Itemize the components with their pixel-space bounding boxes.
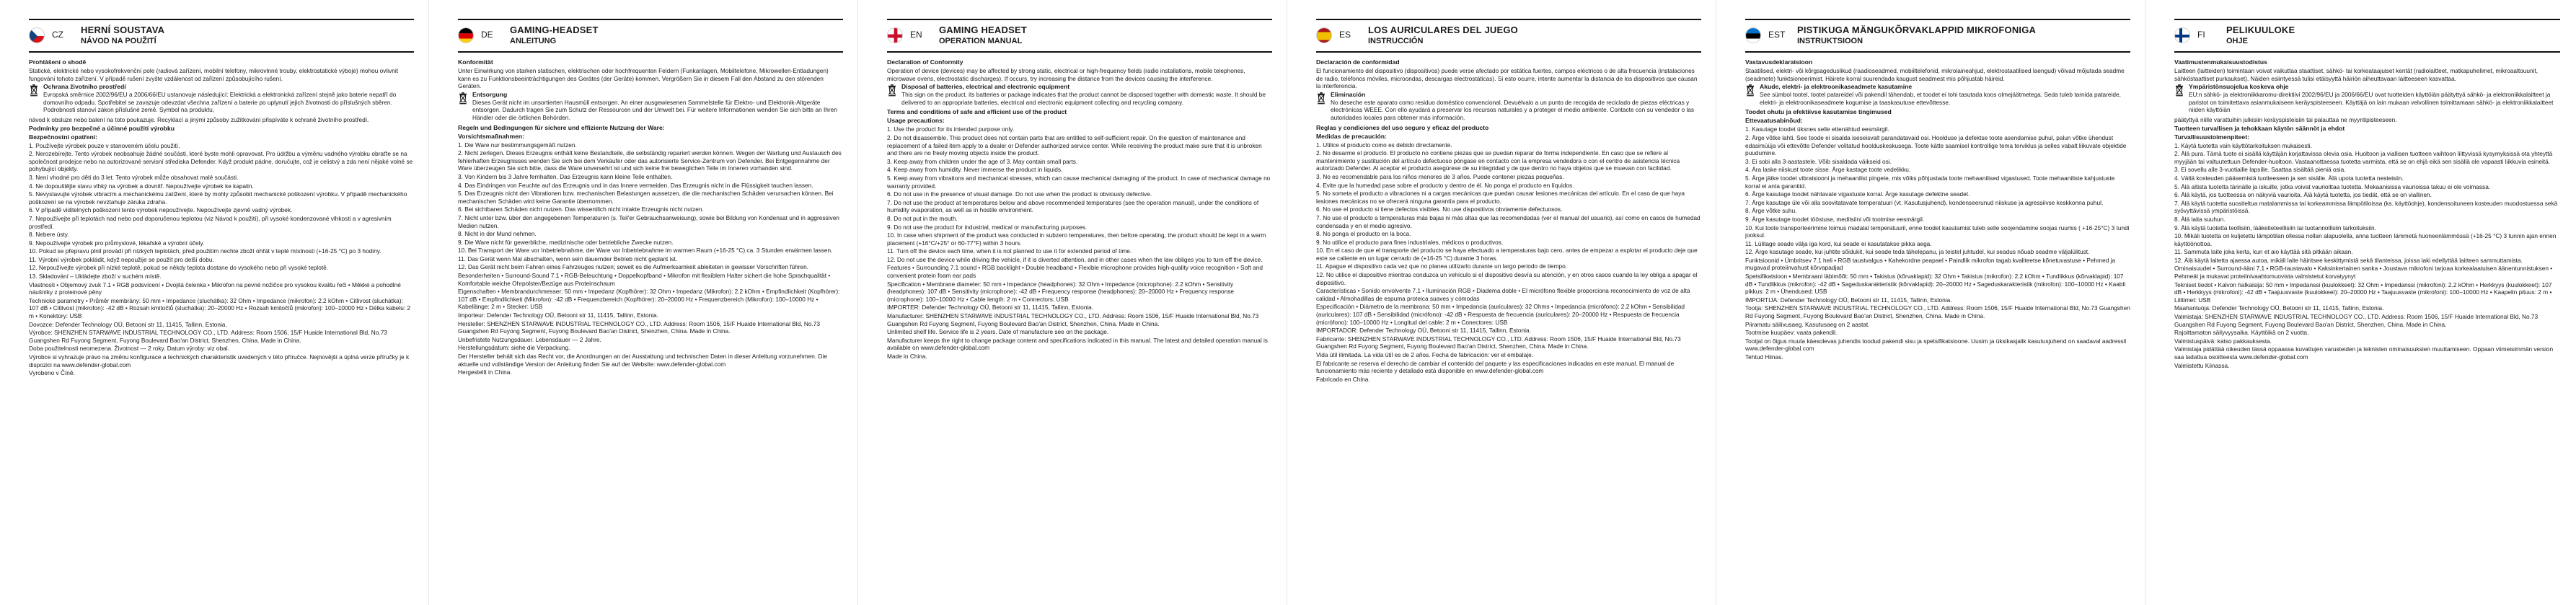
paragraph: Piiramatu säilivusaeg. Kasutusaeg on 2 aastat.: [1745, 320, 1870, 328]
section-heading: Bezpečnostní opatření:: [29, 133, 98, 141]
section-heading: Tuotteen turvallisen ja tehokkaan käytön säännöt ja ehdot: [2174, 124, 2345, 132]
manual-body: [29, 58, 414, 377]
paragraph: El funcionamiento del dispositivo (dispositivos) puede verse afectado por estática fuertes, campos eléctricos o de alta frecuencia (instalaciones de radio, teléfonos móviles, microondas, descargas electrostáticas). Si esto ocurre, intente aumentar la distancia de los dispositivos que causan la interferencia.: [1316, 67, 1698, 90]
product-title: GAMING HEADSET: [939, 25, 1027, 35]
paragraph: 2. Do not disassemble. This product does not contain parts that are entitled to self-sufficient repair. On the question of maintenance and replacement of a failed item apply to a dealer or Defender authorized service center. While receiving the product make sure that it is unbroken and there are no freely moving objects inside the product.: [887, 133, 1262, 157]
product-title: HERNÍ SOUSTAVA: [81, 25, 165, 35]
manual-body: [2174, 58, 2560, 369]
paragraph: 10. Kui toote transporteerimine toimus madalal temperatuuril, enne toodet kasutamist tuleb selle soojendamine soojas ruumis ( +16-25°C) 3 tundi jooksul.: [1745, 224, 2130, 239]
flag-icon: [1316, 27, 1332, 43]
paragraph: Features • Surrounding 7.1 sound • RGB backlight • Double headband • Flexible microphone provides high-quality voice recognition • Soft and convenient protein foam ear pads: [887, 264, 1263, 280]
language-code: DE: [481, 30, 493, 40]
paragraph: 2. No desarme el producto. El producto no contiene piezas que se puedan reparar de forma independiente. En caso que se refiere al mantenimiento y sustitución del artículo defectuoso póngase en contacto con la empresa vendedora o con el centro de asistencia técnica autorizado Defender. Al aceptar el producto asegúrese de su integridad y de que dentro no haya objetos que se muevan con facilidad.: [1316, 149, 1680, 172]
paragraph: 9. Do not use the product for industrial, medical or manufacturing purposes.: [887, 223, 1088, 231]
paragraph: 1. Die Ware nur bestimmungsgemäß nutzen.: [458, 141, 577, 149]
paragraph: Hersteller: SHENZHEN STARWAVE INDUSTRIAL TECHNOLOGY CO., LTD. Address: Room 1506, 15/F Huaide International Bld, No.73 Guangshen Rd Fuyong Segment, Fuyong Boulevard Bao'an District, Shenzhen, China. Made in China.: [458, 319, 820, 335]
paragraph: 11. Apague el dispositivo cada vez que no planea utilizarlo durante un largo periodo de tiempo.: [1316, 262, 1568, 270]
paragraph: Dovozce: Defender Technology OÜ, Betooni str 11, 11415, Tallinn, Estonia.: [29, 320, 227, 328]
paragraph: Especificación • Diámetro de la membrana: 50 mm • Impedancia (auriculares): 32 Ohms • Impedancia (micrófono): 2.2 kOhm • Sensibilidad (auriculares): 107 dB • Sensibilidad (micrófono): -42 dB • Respuesta de frecuencia (auriculares): 20–20000 Hz • Respuesta de frecuencia (micrófono): 100–10000 Hz • Longitud del cable: 2 m • Conectores: USB: [1316, 303, 1685, 326]
disposal-notice: [1316, 91, 1701, 123]
paragraph: El fabricante se reserva el derecho de cambiar el contenido del paquete y las especificaciones indicadas en este manual. El manual de funcionamiento más reciente y detallado está disponible en www.defender-global.com: [1316, 359, 1675, 375]
paragraph: Tootmise kuupäev: vaata pakendil.: [1745, 329, 1838, 337]
section-heading: Terms and conditions of safe and efficient use of the product: [887, 108, 1067, 116]
language-column-cz: [0, 0, 429, 605]
manual-subtitle: ANLEITUNG: [510, 37, 557, 45]
paragraph: 4. Evite que la humedad pase sobre el producto y dentro de él. No ponga el producto en líquidos.: [1316, 181, 1574, 189]
paragraph: 7. No use el producto a temperaturas más bajas ni más altas que las recomendadas (ver el manual del usuario), así como en casos de humedad condensada y en el medio agresivo.: [1316, 213, 1701, 229]
paragraph: 12. Das Gerät nicht beim Fahren eines Fahrzeuges nutzen; soweit es die Aufmerksamkeit ableiteten in gewisser Vorschriften führen.: [458, 263, 809, 271]
paragraph: Valmistaja pidättää oikeuden tässä oppaassa kuvattujen varusteiden ja teknisten ominaisuuksien muuttamiseen. Oppaan viimeisimmän version saa ladattua osoitteesta www.defender-global.com: [2174, 345, 2554, 361]
disposal-text: [1331, 91, 1701, 123]
manual-body: [887, 58, 1272, 361]
paragraph: 2. Nicht zerlegen. Dieses Erzeugnis enthält keine Bestandteile, die selbständig repariert werden können. Wegen der Wartung und Austausch des fehlerhaften Erzeugnisses wenden Sie sich bei dem Verkäufer oder das autorisierte Service-Zentrum von Defender. Bei Entgegennahme der Ware überzeugen Sie sich bitte, dass die Ware unversehrt ist und sich keine frei beweglichen Teile im Inneren vorhanden sind.: [458, 149, 842, 172]
paragraph: Vlastnosti • Objemový zvuk 7.1 • RGB podsvícení • Dvojitá čelenka • Mikrofon na pevné nožičce pro vysokou kvalitu řeči • Měkké a pohodlné náušníky z proteinové pěny: [29, 281, 401, 296]
disposal-paragraph: See sümbol tootel, tootel patareidel või pakendil tähendab, et toodet ei tohi tasutada koos olmejäätmetega. Seda tuleb tarnida patareide, elektri- ja elektroonikaseadmete kogumise ja taaskasutuse ettevõttesse.: [1760, 91, 2121, 106]
paragraph: 11. Das Gerät wenn Mal abschalten, wenn sein dauernder Betrieb nicht geplant ist.: [458, 255, 678, 262]
section-heading: Usage precautions:: [887, 117, 945, 125]
paragraph: Rajoittamaton säilyvyysaika. Käyttöikä on 2 vuotta.: [2174, 329, 2309, 337]
section-heading: Ettevaatusabinõud:: [1745, 117, 1803, 125]
paragraph: IMPORTIJA: Defender Technology OÜ, Betooni str 11, 11415, Tallinn, Estonia.: [1745, 296, 1952, 304]
paragraph: 8. Do not put in the mouth.: [887, 214, 958, 222]
paragraph: Hergestellt in China.: [458, 368, 512, 376]
paragraph: 3. Von Kindern bis 3 Jahre fernhalten. Das Erzeugnis kann kleine Teile enthalten.: [458, 172, 673, 180]
paragraph: Výrobce si vyhrazuje právo na změnu konfigurace a technických charakteristik uvedených v této příručce. Nejnovější a úplná verze příručky je k dispozici na www.defender-global.com: [29, 353, 410, 368]
product-title: LOS AURICULARES DEL JUEGO: [1368, 25, 1518, 35]
paragraph: Fabricado en China.: [1316, 375, 1370, 383]
language-code: FI: [2197, 30, 2205, 40]
paragraph: Made in China.: [887, 353, 927, 360]
paragraph: 3. Ei sovellu alle 3-vuotiaille lapsille. Saattaa sisältää pieniä osia.: [2174, 166, 2346, 174]
manual-subtitle: INSTRUCCIÓN: [1368, 37, 1424, 45]
disposal-notice: [2174, 83, 2560, 115]
paragraph: 6. Bei sichtbaren Schäden nicht nutzen. Das wissentlich nicht intakte Erzeugnis nicht nutzen.: [458, 206, 704, 213]
flag-icon: [887, 27, 903, 43]
paragraph: 9. Älä käytä tuotetta teollisiin, lääketieteellisiin tai tuotannollisiin tarkoituksiin.: [2174, 224, 2376, 231]
paragraph: IMPORTADOR: Defender Technology OÜ, Betooni str 11, 11415, Tallinn, Estonia.: [1316, 327, 1531, 335]
paragraph: 8. Ärge võtke suhu.: [1745, 207, 1797, 215]
disposal-heading: Ochrana životního prostředí: [43, 83, 126, 91]
paragraph: 7. Ärge kasutage üle või alla soovitatavate temperatuuri (vt. Kasutusjuhend), kondenseerunud niiskuse ja agressiivse keskkonna puhul.: [1745, 198, 2104, 206]
paragraph: 1. Kasutage toodet üksnes selle ettenähtud eesmärgil.: [1745, 125, 1889, 133]
manual-body: [1745, 58, 2130, 361]
column-header: [29, 19, 414, 53]
paragraph: 5. Nevystavujte výrobek vibracím a mechanickému zatížení, které by mohly způsobit mechanické poškození výrobku. V případě mechanického poškození se na výrobek nevztahuje záruka zdraha.: [29, 190, 407, 206]
manual-subtitle: NÁVOD NA POUŽITÍ: [81, 37, 156, 45]
manual-subtitle: OHJE: [2226, 37, 2248, 45]
manual-body: [458, 58, 843, 376]
paragraph: Statické, elektrické nebo vysokofrekvenční pole (radiová zařízení, mobilní telefony, mikrovlnné trouby, elektrostatické výboje) mohou ovlivnit fungování tohoto zařízení. V případě rušení zvyšte vzdálenost od zařízení způsobujícího rušení.: [29, 67, 399, 82]
paragraph: 7. Nicht unter bzw. über den angegebenen Temperaturen (s. Teil'er Gebrauchsanweisung), sowie bei Bildung von Kondensat und in aggressiven Medien nutzen.: [458, 213, 839, 229]
paragraph: Technické parametry • Průměr membrány: 50 mm • Impedance (sluchátka): 32 Ohm • Impedance (mikrofon): 2.2 kOhm • Citlivost (sluchátka): 107 dB • Citlivost (mikrofon): -42 dB • Rozsah kmitočtů (sluchátka): 20–20000 Hz • Rozsah kmitočtů (mikrofon): 100–10000 Hz • Délka kabelu: 2 m • Konektory: USB: [29, 296, 411, 320]
disposal-text: [1760, 83, 2130, 107]
paragraph: návod k obsluze nebo balení na toto poukazuje. Recyklací a jinými způsoby zužitkování přispíváte k ochraně životního prostředí.: [29, 115, 369, 123]
paragraph: Výrobce: SHENZHEN STARWAVE INDUSTRIAL TECHNOLOGY CO., LTD. Address: Room 1506, 15/F Huaide International Bld, No.73 Guangshen Rd Fuyong Segment, Fuyong Boulevard Bao'an District, Shenzhen, China. Made in China.: [29, 329, 387, 344]
section-heading: Regeln und Bedingungen für sichere und effiziente Nutzung der Ware:: [458, 123, 665, 131]
section-heading: Konformität: [458, 58, 493, 66]
disposal-paragraph: EU:n sähkö- ja elektroniikkaromu-direktiivi 2002/96/EU ja 2006/66/EU ovat tuotteiden käyttöiän päätyttyä sähkö- ja elektroniikkalaitteet ja paristot on toimitettava asianmukaiseen keräyspisteeseen. Käyttäjä on lain mukaan velvollinen toimittamaan sähkö- ja elektroniikkalaitteet niiden käyttöiän: [2189, 91, 2554, 114]
language-column-fi: [2145, 0, 2575, 605]
paragraph: 1. Use the product for its intended purpose only.: [887, 125, 1015, 133]
title-group: [510, 25, 599, 45]
paragraph: 1. Utilice el producto como es debido directamente.: [1316, 141, 1452, 149]
crossed-bin-icon: [1745, 84, 1755, 97]
paragraph: Valmistuspäivä: katso pakkauksesta.: [2174, 337, 2272, 345]
title-group: [81, 25, 164, 45]
paragraph: 12. Nepoužívejte výrobek při nízké teplotě, pokud se někdy teplota dostane do vysokého nebo při vysoké teplotě.: [29, 264, 329, 272]
manual-subtitle: INSTRUKTSIOON: [1797, 37, 1863, 45]
crossed-bin-icon: [1316, 92, 1326, 105]
paragraph: 9. Die Ware nicht für gewerbliche, medizinische oder betriebliche Zwecke nutzen.: [458, 238, 674, 246]
paragraph: 5. Älä altista tuotetta tärinälle ja iskuille, jotka voivat vaurioittaa tuotetta. Mekaanisissa vaurioissa takuu ei ole voimassa.: [2174, 182, 2491, 190]
paragraph: 7. Do not use the product at temperatures below and above recommended temperatures (see the operation manual), under the conditions of humidity evaporation, as well as in hostile environment.: [887, 198, 1259, 214]
section-heading: Declaration of Conformity: [887, 58, 963, 66]
paragraph: 4. Ne dopouštějte stavu vlhký na výrobek a dovnitř. Nepoužívejte výrobek ke kapalin.: [29, 182, 254, 190]
paragraph: 6. Do not use in the presence of visual damage. Do not use when the product is obviously defective.: [887, 190, 1152, 198]
language-code: CZ: [52, 30, 63, 40]
paragraph: 10. Bei Transport der Ware vor Inbetriebnahme, der Ware vor Inbetriebnahme im warmen Raum (+16-25 °C) ca. 3 Stunden erwärmen lassen.: [458, 247, 833, 255]
paragraph: 5. Ärge jätke toodet vibratsiooni ja mehaanilist pingete, mis võiks põhjustada toote mehaanilised vigastused. Toote mehaaniliste kahjustuste korral ei anta garantiid.: [1745, 174, 2115, 190]
flag-icon: [29, 27, 45, 43]
paragraph: 8. Nicht in der Mund nehmen.: [458, 230, 537, 238]
paragraph: Fabricante: SHENZHEN STARWAVE INDUSTRIAL TECHNOLOGY CO., LTD. Address: Room 1506, 15/F Huaide International Bld, No.73 Guangshen Rd Fuyong Segment, Fuyong Boulevard Bao'an District, Shenzhen, China. Made in China.: [1316, 335, 1681, 350]
flag-icon: [2174, 27, 2190, 43]
paragraph: 12. No utilice el dispositivo mientras conduzca un vehículo si el dispositivo desvía su atención, y en otros casos cuando la ley obliga a apagar el dispositivo.: [1316, 271, 1698, 286]
paragraph: Valmistaja: SHENZHEN STARWAVE INDUSTRIAL TECHNOLOGY CO., LTD. Address: Room 1506, 15/F Huaide International Bld, No.73 Guangshen Rd Fuyong Segment, Fuyong Boulevard Bao'an District, Shenzhen, China. Made in China.: [2174, 313, 2538, 328]
disposal-notice: [29, 83, 414, 115]
paragraph: 6. V případě viditelných poškození tento výrobek nepoužívejte. Nepoužívejte zjevně vadný výrobek.: [29, 206, 293, 214]
paragraph: 4. Das Eindringen von Feuchte auf das Erzeugnis und in das Innere vermeiden. Das Erzeugnis nicht in die Flüssigkeit tauchen lassen.: [458, 181, 813, 189]
product-title: PISTIKUGA MÄNGUKÕRVAKLAPPID MIKROFONIGA: [1797, 25, 2037, 35]
crossed-bin-icon: [887, 84, 897, 97]
section-heading: Vastavusdeklaratsioon: [1745, 58, 1813, 66]
paragraph: 4. Keep away from humidity. Never immerse the product in liquids.: [887, 166, 1063, 174]
paragraph: 8. Älä laita suuhun.: [2174, 215, 2226, 223]
column-header: [1745, 19, 2130, 53]
paragraph: Unlimited shelf life. Service life is 2 years. Date of manufacture see on the package.: [887, 328, 1109, 336]
column-header: [458, 19, 843, 53]
paragraph: 3. Keep away from children under the age of 3. May contain small parts.: [887, 157, 1078, 165]
paragraph: Características • Sonido envolvente 7.1 • Iluminación RGB • Diadema doble • El micrófono flexible proporciona reconocimiento de voz de alta calidad • Almohadillas de espuma proteica suaves y cómodas: [1316, 287, 1690, 302]
paragraph: Funktsioonid • Ümbritsev 7.1 heli • RGB taustvalgus • Kahekordne peapael • Paindlik mikrofon tagab kvaliteetse kõnetuvastuse • Pehmed ja mugavad proteiinvahust kõrvapadjad: [1745, 256, 2116, 272]
language-column-es: [1287, 0, 1716, 605]
paragraph: 12. Ärge kasutage seade, kui juhtite sõidukit, kui seade teda tähelepanu, ja teistel juhtudel, kui seadus nõuab seadme väljalülitust.: [1745, 248, 2090, 256]
paragraph: Tootjal on õigus muuta käesolevas juhendis toodud pakendi sisu ja spetsifikatsioone. Uusim ja üksikasjalik kasutusjuhend on saadaval aadressil www.defender-global.com: [1745, 337, 2127, 353]
disposal-heading: Ympäristönsuojelua koskeva ohje: [2189, 83, 2289, 91]
paragraph: 3. Ei sobi alla 3-aastastele. Võib sisaldada väikseid osi.: [1745, 157, 1892, 165]
disposal-notice: [458, 91, 843, 123]
paragraph: 4. Vältä kosteuden pääsemistä tuotteeseen ja sen sisälle. Älä upota tuotetta nesteisiin.: [2174, 174, 2404, 182]
paragraph: IMPORTER: Defender Technology OÜ, Betooni str 11, 11415, Tallinn, Estonia.: [887, 304, 1094, 312]
paragraph: Vyrobeno v Číně.: [29, 369, 75, 377]
paragraph: Manufacturer: SHENZHEN STARWAVE INDUSTRIAL TECHNOLOGY CO., LTD. Address: Room 1506, 15/F Huaide International Bld, No.73 Guangshen Rd Fuyong Segment, Fuyong Boulevard Bao'an District, Shenzhen, China. Made in China.: [887, 312, 1259, 327]
section-heading: Toodet ohutu ja efektiivse kasutamise tingimused: [1745, 108, 1892, 116]
section-heading: Vorsichtsmaßnahmen:: [458, 132, 525, 140]
flag-icon: [458, 27, 474, 43]
disposal-text: [43, 83, 414, 115]
paragraph: 2. Älä pura. Tämä tuote ei sisällä käyttäjän korjattavissa olevia osia. Huoltoon ja viallisen tuotteen vaihtoon liittyvissä kysymyksissä ota yhteyttä myyjään tai valtuutettuun Defender-huoltoon. Vastaanottaessa tuotetta varmista, että se on ehjä eikä sen sisällä ole vapaasti liikkuvia esineitä.: [2174, 150, 2553, 165]
paragraph: 2. Ärge võtke lahti. See toode ei sisalda iseseisvalt parandatavaid osi. Hoolduse ja defektse toote asendamise puhul, palun võtke ühendust edasimüüja või ettevõtte Defender volitatud hoolduskeskusega. Toote kätte saamisel kontrollige tema terviklus ja selles vabalt liikuvate objektide puudumine.: [1745, 133, 2127, 157]
paragraph: Eigenschaften • Membrandurchmesser: 50 mm • Impedanz (Kopfhörer): 32 Ohm • Impedanz (Mikrofon): 2.2 kOhm • Empfindlichkeit (Kopfhörer): 107 dB • Empfindlichkeit (Mikrofon): -42 dB • Frequenzbereich (Kopfhörer): 20–20000 Hz • Frequenzbereich (Mikrofon): 100–10000 Hz • Kabellänge: 2 m • Stecker: USB: [458, 288, 840, 311]
language-code: EST: [1768, 30, 1786, 40]
paragraph: Laitteen (laitteiden) toimintaan voivat vaikuttaa staattiset, sähkö- tai korkeataajuiset kentät (radiolaitteet, matkapuhelimet, mikroaaltouunit, sähköstaattiset purkaukset). Näiden esiintyessä tulisi etäisyyttä häiriön aiheuttavaan laitteeseen kasvattaa.: [2174, 67, 2538, 82]
title-group: [1797, 25, 2036, 45]
paragraph: Doba použitelnosti neomezena. Životnost — 2 roky. Datum výroby: viz obal.: [29, 345, 229, 353]
disposal-paragraph: No deseche este aparato como residuo doméstico convencional. Devuélvalo a un punto de recogida de reciclado de piezas eléctricas y electrónicas WEEE. Con ello ayudará a preservar los recursos naturales y a proteger el medio ambiente. Contacte con su vendedor o las autoridades locales para obtener más información.: [1331, 98, 1695, 121]
title-group: [2226, 25, 2295, 45]
paragraph: 10. In case when shipment of the product was conducted in subzero temperatures, then before operating, the product should be kept in a warm placement (+16°C/+25° or 60-77°F) within 3 hours.: [887, 231, 1266, 247]
paragraph: 5. No someta el producto a vibraciones ni a cargas mecánicas que puedan causar lesiones mecánicas del artículo. En el caso de que haya lesiones mecánicas no se ofrecerá ninguna garantía para el producto.: [1316, 190, 1685, 205]
paragraph: Der Hersteller behält sich das Recht vor, die Anordnungen an der Ausstattung und technischen Daten in dieser Anleitung vorzunehmen. Die aktuelle und vollständige Version der Anleitung finden Sie auf der Website: www.defender-global.com: [458, 353, 827, 368]
paragraph: 12. Do not use the device while driving the vehicle, if it is diverted attention, and in other cases when the law obliges you to turn off the device.: [887, 255, 1263, 263]
disposal-text: [472, 91, 843, 123]
flag-icon: [1745, 27, 1761, 43]
section-heading: Podmínky pro bezpečné a účinné použití výrobku: [29, 124, 175, 132]
disposal-heading: Entsorgung: [472, 90, 508, 98]
disposal-notice: [1745, 83, 2130, 107]
column-header: [1316, 19, 1701, 53]
paragraph: 2. Nerozebírejte. Tento výrobek neobsahuje žádné součásti, které byste mohli opravovat. Pro údržbu a výměnu vadného výrobku obraťte se na společnost prodejce nebo na autorizované servisní střediska Defender. Když produkt pádne, doručujte, což je celistvý a zda není nějaké volné se pohybující objekty.: [29, 150, 413, 173]
paragraph: Importeur: Defender Technology OÜ, Betooni str 11, 11415, Tallinn, Estonia.: [458, 312, 658, 319]
manual-body: [1316, 58, 1701, 383]
language-column-est: [1716, 0, 2145, 605]
paragraph: Besonderheiten • Surround-Sound 7.1 • RGB-Beleuchtung • Doppelkopfband • Mikrofon mit flexiblem Halter sichert die hohe Sprachqualität • Komfortable weiche Ohrpolster/Bezüge aus Proteinschaum: [458, 272, 831, 287]
paragraph: 5. Das Erzeugnis nicht den Vibrationen bzw. mechanischen Belastungen aussetzen, die die mechanischen Schäden verursachen können. Bei mechanischen Schäden wird keine Garantie übernommen.: [458, 190, 834, 205]
language-column-en: [858, 0, 1287, 605]
paragraph: Unter Einwirkung von starken statischen, elektrischen oder hochfrequenten Feldern (Funkanlagen, Mobiltelefone, Mikrowellen-Entladungen) kann es zu Funktionsbeeinträchtigungen des Gerätes (der Geräte) kommen. Vergrößern Sie in diesem Fall den Abstand zu den störenden Geräten.: [458, 67, 829, 90]
paragraph: 8. No ponga el producto en la boca.: [1316, 230, 1411, 238]
paragraph: 12. Älä käytä laitetta ajaessa autoa, mikäli laite häiritsee keskittymistä sekä tilanteissa, joissa laki edellyttää laitteen sammuttamista.: [2174, 256, 2523, 264]
title-group: [939, 25, 1027, 45]
paragraph: Unbefristete Nutzungsdauer. Lebensdauer — 2 Jahre.: [458, 335, 601, 343]
paragraph: Valmistettu Kiinassa.: [2174, 361, 2230, 369]
paragraph: 6. Älä käytä, jos tuotteessa on näkyviä vaurioita. Älä käytä tuotetta, jos tiedät, että se on viallinen.: [2174, 191, 2432, 199]
column-header: [2174, 19, 2560, 53]
paragraph: 8. Nebere ústy.: [29, 231, 69, 239]
disposal-text: [2189, 83, 2560, 115]
paragraph: 6. No use el producto si tiene defectos visibles. No use dispositivos obviamente defectuosos.: [1316, 206, 1563, 213]
paragraph: 13. Skladování – Ukládejte zboží v suchém místě.: [29, 273, 162, 281]
disposal-notice: [887, 83, 1272, 107]
section-heading: Medidas de precaución:: [1316, 132, 1387, 140]
disposal-heading: Eliminación: [1331, 90, 1366, 98]
paragraph: 7. Älä käytä tuotetta suositeltua matalammissa tai korkeammissa lämpötiloissa (ks. käyttöohje), kondensoituneen kosteuden muodostuessa sekä syövyttävissä ympäristöissä.: [2174, 199, 2558, 215]
manual-subtitle: OPERATION MANUAL: [939, 37, 1023, 45]
disposal-heading: Disposal of batteries, electrical and electronic equipment: [901, 83, 1070, 91]
language-code: ES: [1339, 30, 1351, 40]
paragraph: 11. Sammuta laite joka kerta, kun et aio käyttää sitä pitkään aikaan.: [2174, 248, 2353, 256]
section-heading: Vaatimustenmukaisuustodistus: [2174, 58, 2267, 66]
paragraph: 9. No utilice el producto para fines industriales, médicos o productivos.: [1316, 238, 1504, 246]
language-code: EN: [910, 30, 922, 40]
paragraph: 1. Používejte výrobek pouze v stanoveném účelu použití.: [29, 141, 180, 149]
paragraph: 1. Käytä tuotetta vain käyttötarkoituksen mukaisesti.: [2174, 141, 2312, 149]
crossed-bin-icon: [458, 92, 468, 105]
paragraph: 10. Pokud se přepravu plnil provádí při nízkých teplotách, před použitím nechte zboží ohřát v teplé místnosti (+16-25 °C) po 3 hodiny.: [29, 247, 381, 255]
crossed-bin-icon: [2174, 84, 2184, 97]
paragraph: Maahantuoja: Defender Technology OÜ, Betooni str 11, 11415, Tallinn, Estonia.: [2174, 304, 2384, 312]
section-heading: Prohlášení o shodě: [29, 58, 87, 66]
paragraph: 3. No es recomendable para los niños menores de 3 años. Puede contener piezas pequeñas.: [1316, 172, 1564, 180]
crossed-bin-icon: [29, 84, 39, 97]
paragraph: 5. Keep away from vibrations and mechanical stresses, which can cause mechanical damaging of the product. In case of mechanical damage no warranty provided.: [887, 174, 1271, 190]
product-title: GAMING-HEADSET: [510, 25, 599, 35]
column-header: [887, 19, 1272, 53]
paragraph: Staatilised, elektri- või kõrgsageduslikud (raadioseadmed, mobiiltelefonid, mikrolaineahjud, elektrostaatilised laengud) võivad mõjutada seadme (seadmete) funktsioneerimist. Häirete korral suurendada kaugust seadmest mis põhjustab häireid.: [1745, 67, 2125, 82]
paragraph: 9. Ärge kasutage toodet tööstuse, meditsiini või tootmise eesmärgil.: [1745, 215, 1925, 223]
paragraph: 7. Nepoužívejte při teplotách nad nebo pod doporučenou teplotou (viz Návod k použití), při vysoké kondenzované vlhkosti a v agresivním prostředí.: [29, 214, 392, 230]
section-heading: Declaración de conformidad: [1316, 58, 1400, 66]
paragraph: 4. Ära laske niiskust toote sisse. Ärge kastage toote vedelikku.: [1745, 166, 1911, 174]
paragraph: Ominaisuudet • Surround-ääni 7.1 • RGB-taustavalo • Kaksinkertainen sanka • Joustava mikrofoni tarjoaa korkealaatuisen äänentunnistuksen • Pehmeät ja mukavat proteiinivaahtomuovista valmistetut korvatyynyt: [2174, 265, 2553, 281]
paragraph: Manufacturer keeps the right to change package content and specifications indicated in this manual. The latest and detailed operation manual is available on www.defender-global.com: [887, 336, 1268, 352]
disposal-text: [901, 83, 1272, 107]
product-title: PELIKUULOKE: [2226, 25, 2295, 35]
paragraph: 10. Mikäli tuotetta on kuljetettu lämpötilan ollessa nollan alapuolella, anna tuotteen lämmetä huoneenlämmössä (+16-25 °C) 3 tunnin ajan ennen käyttöönottoa.: [2174, 232, 2557, 247]
disposal-paragraph: Evropská směrnice 2002/96/EU a 2006/66/EU ustanovuje následující: Elektrická a elektronická zařízení stejně jako baterie nepatří do domovního odpadu. Spotřebitel se zavazuje odevzdat všechna zařízení a baterie po uplynutí jejich životnosti do příslušných sběren. Podrobnosti stanoví zákon příslušné země. Symbol na produktu,: [43, 91, 397, 114]
paragraph: 11. Výrobní výrobek pokládit, když nepoužije se použít pro delší dobu.: [29, 255, 214, 263]
title-group: [1368, 25, 1518, 45]
paragraph: Spetsifikatsioon • Membraani läbimõõt: 50 mm • Takistus (kõrvaklapid): 32 Ohm • Takistus (mikrofon): 2.2 kOhm • Tundlikkus (kõrvaklapid): 107 dB • Tundlikkus (mikrofon): -42 dB • Sageduskarakteristik (kõrvaklapid): 20–20000 Hz • Sageduskarakteristik (mikrofon): 100–10000 Hz • Kaabli pikkus: 2 m • Ühendused: USB: [1745, 273, 2126, 296]
paragraph: 10. En el caso de que el transporte del producto se haya efectuado a temperaturas bajo cero, antes de empezar a explotar el producto deje que este se caliente en un lugar cerrado de (+16-25 °C) durante 3 horas.: [1316, 247, 1698, 262]
language-column-de: [429, 0, 858, 605]
paragraph: Tekniset tiedot • Kalvon halkaisija: 50 mm • Impedanssi (kuulokkeet): 32 Ohm • Impedanssi (mikrofoni): 2.2 kOhm • Herkkyys (kuulokkeet): 107 dB • Herkkyys (mikrofoni): -42 dB • Taajuusvaste (kuulokkeet): 20–20000 Hz • Taajuusvaste (mikrofoni): 100–10000 Hz • Kaapelin pituus: 2 m • Liittimet: USB: [2174, 281, 2552, 304]
disposal-paragraph: This sign on the product, its batteries or package indicates that the product cannot be disposed together with domestic waste. It should be delivered to an appropriate batteries, electrical and electronic equipment collecting and recycling company.: [901, 91, 1266, 106]
paragraph: 3. Není vhodné pro děti do 3 let. Tento výrobek může obsahovat malé součásti.: [29, 173, 239, 181]
paragraph: 11. Turn off the device each time, when it is not planned to use it for extended period of time.: [887, 247, 1132, 255]
paragraph: Tootja: SHENZHEN STARWAVE INDUSTRIAL TECHNOLOGY CO., LTD. Address: Room 1506, 15/F Huaide International Bld, No.73 Guangshen Rd Fuyong Segment, Fuyong Boulevard Bao'an District, Shenzhen, China. Made in China.: [1745, 304, 2130, 320]
paragraph: 9. Nepoužívejte výrobek pro průmyslové, lékařské a výrobní účely.: [29, 239, 205, 247]
paragraph: Specification • Membrane diameter: 50 mm • Impedance (headphones): 32 Ohm • Impedance (microphone): 2.2 kOhm • Sensitivity (headphones): 107 dB • Sensitivity (microphone): -42 dB • Frequency response (headphones): 20–20000 Hz • Frequency response (microphone): 100–10000 Hz • Cable length: 2 m • Connectors: USB: [887, 280, 1234, 303]
paragraph: Tehtud Hiinas.: [1745, 353, 1783, 361]
paragraph: Herstellungsdatum: siehe die Verpackung.: [458, 344, 570, 352]
paragraph: Operation of device (devices) may be affected by strong static, electrical or high-frequency fields (radio installations, mobile telephones, microwave ovens, electrostatic discharges). If occurs, try increasing the distance from the devices causing the interference.: [887, 67, 1245, 82]
paragraph: 11. Lülitage seade välja iga kord, kui seade ei kasutatakse pikka aega.: [1745, 239, 1932, 247]
disposal-heading: Akude, elektri- ja elektroonikaseadmete kasutamine: [1760, 83, 1913, 91]
paragraph: 6. Ärge kasutage toodet nähtavate vigastuste korral. Ärge kasutage defektne seadet.: [1745, 190, 1970, 198]
paragraph: Vida útil ilimitada. La vida útil es de 2 años. Fecha de fabricación: ver el embalaje.: [1316, 351, 1534, 358]
section-heading: Turvallisuustoimenpiteet:: [2174, 133, 2249, 141]
disposal-paragraph: Dieses Gerät nicht im unsortierten Hausmüll entsorgen. An einer ausgewiesenen Sammelstelle für Elektro- und Elektronik-Altgeräte entsorgen. Dadurch tragen Sie zum Schutz der Ressourcen und der Umwelt bei. Für weitere Informationen wenden Sie sich bitte an Ihren Händler oder die örtlichen Behörden.: [472, 98, 837, 121]
paragraph: päätyttyä niille varattuihin julkisiin keräyspisteisiin tai palauttaa ne myyntipisteeseen.: [2174, 115, 2397, 123]
section-heading: Reglas y condiciones del uso seguro y eficaz del producto: [1316, 123, 1489, 131]
